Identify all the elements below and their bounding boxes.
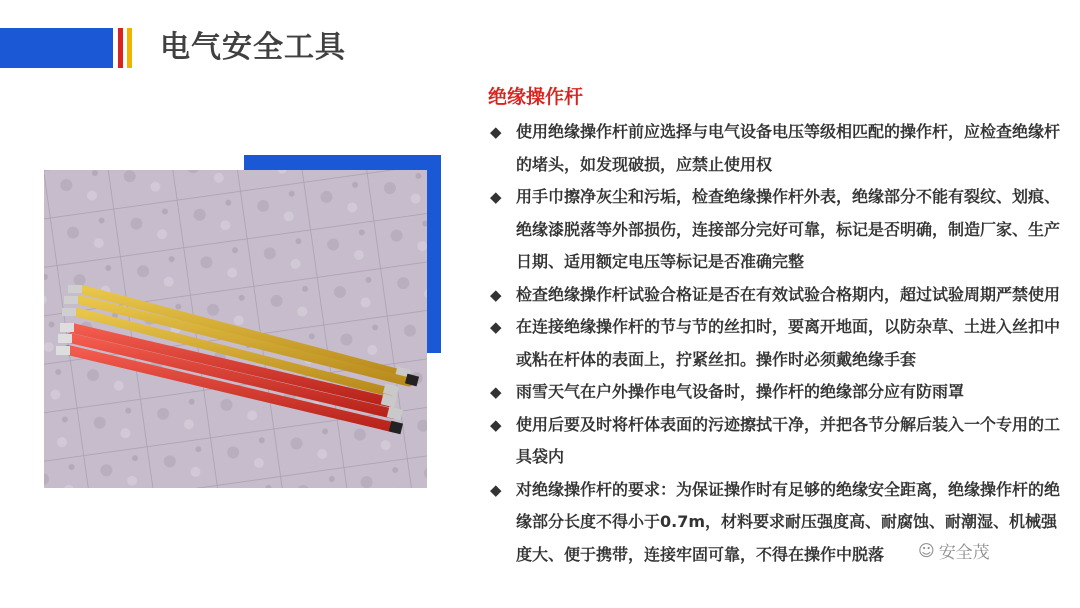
title-accent-blue-bar bbox=[0, 28, 113, 68]
list-item bbox=[488, 409, 1068, 474]
title-accent-yellow-bar bbox=[127, 28, 132, 68]
diamond-bullet-icon: ◆ bbox=[490, 480, 502, 499]
diamond-bullet-icon: ◆ bbox=[490, 415, 502, 434]
diamond-bullet-icon: ◆ bbox=[490, 318, 502, 336]
list-item bbox=[488, 311, 1068, 376]
list-item-text: 使用绝缘操作杆前应选择与电气设备电压等级相匹配的操作杆，应检查绝缘杆的堵头，如发现破损，应禁止使用权 bbox=[516, 122, 1061, 174]
page-title: 电气安全工具 bbox=[160, 30, 346, 65]
content-panel bbox=[488, 80, 1068, 571]
list-item-text: 检查绝缘操作杆试验合格证是否在有效试验合格期内，超过试验周期严禁使用 bbox=[516, 284, 1061, 304]
list-item bbox=[488, 116, 1068, 181]
photo-illustration bbox=[44, 170, 427, 488]
list-item-text: 用手巾擦净灰尘和污垢，检查绝缘操作杆外表，绝缘部分不能有裂纹、划痕、绝缘漆脱落等外部损伤，连接部分完好可靠，标记是否明确，制造厂家、生产日期、适用额定电压等标记是否准确完整 bbox=[516, 187, 1061, 271]
diamond-bullet-icon: ◆ bbox=[490, 285, 502, 304]
watermark bbox=[918, 538, 990, 563]
list-item-text: 在连接绝缘操作杆的节与节的丝扣时，要离开地面，以防杂草、土进入丝扣中或粘在杆体的表面上，拧紧丝扣。操作时必须戴绝缘手套 bbox=[516, 317, 1061, 369]
list-item bbox=[488, 376, 1068, 409]
diamond-bullet-icon: ◆ bbox=[490, 123, 502, 141]
wechat-icon: ☺ bbox=[918, 541, 935, 560]
list-item-text: 使用后要及时将杆体表面的污迹擦拭干净，并把各节分解后装入一个专用的工具袋内 bbox=[516, 414, 1061, 466]
list-item bbox=[488, 279, 1068, 312]
list-item-text: 雨雪天气在户外操作电气设备时，操作杆的绝缘部分应有防雨罩 bbox=[516, 382, 965, 401]
watermark-text: 安全茂 bbox=[938, 543, 990, 563]
section-title: 绝缘操作杆 bbox=[488, 86, 584, 108]
list-item-text: 对绝缘操作杆的要求：为保证操作时有足够的绝缘安全距离，绝缘操作杆的绝缘部分长度不得小于0.7m，材料要求耐压强度高、耐腐蚀、耐潮湿、机械强度大、便于携带，连接牢固可靠，不得在操作中脱落 bbox=[516, 479, 1061, 564]
diamond-bullet-icon: ◆ bbox=[490, 188, 502, 206]
list-item bbox=[488, 181, 1068, 279]
diamond-bullet-icon: ◆ bbox=[490, 383, 502, 401]
title-accent-red-bar bbox=[118, 28, 123, 68]
bullet-list bbox=[488, 116, 1068, 571]
insulating-rods-photo bbox=[44, 170, 427, 488]
